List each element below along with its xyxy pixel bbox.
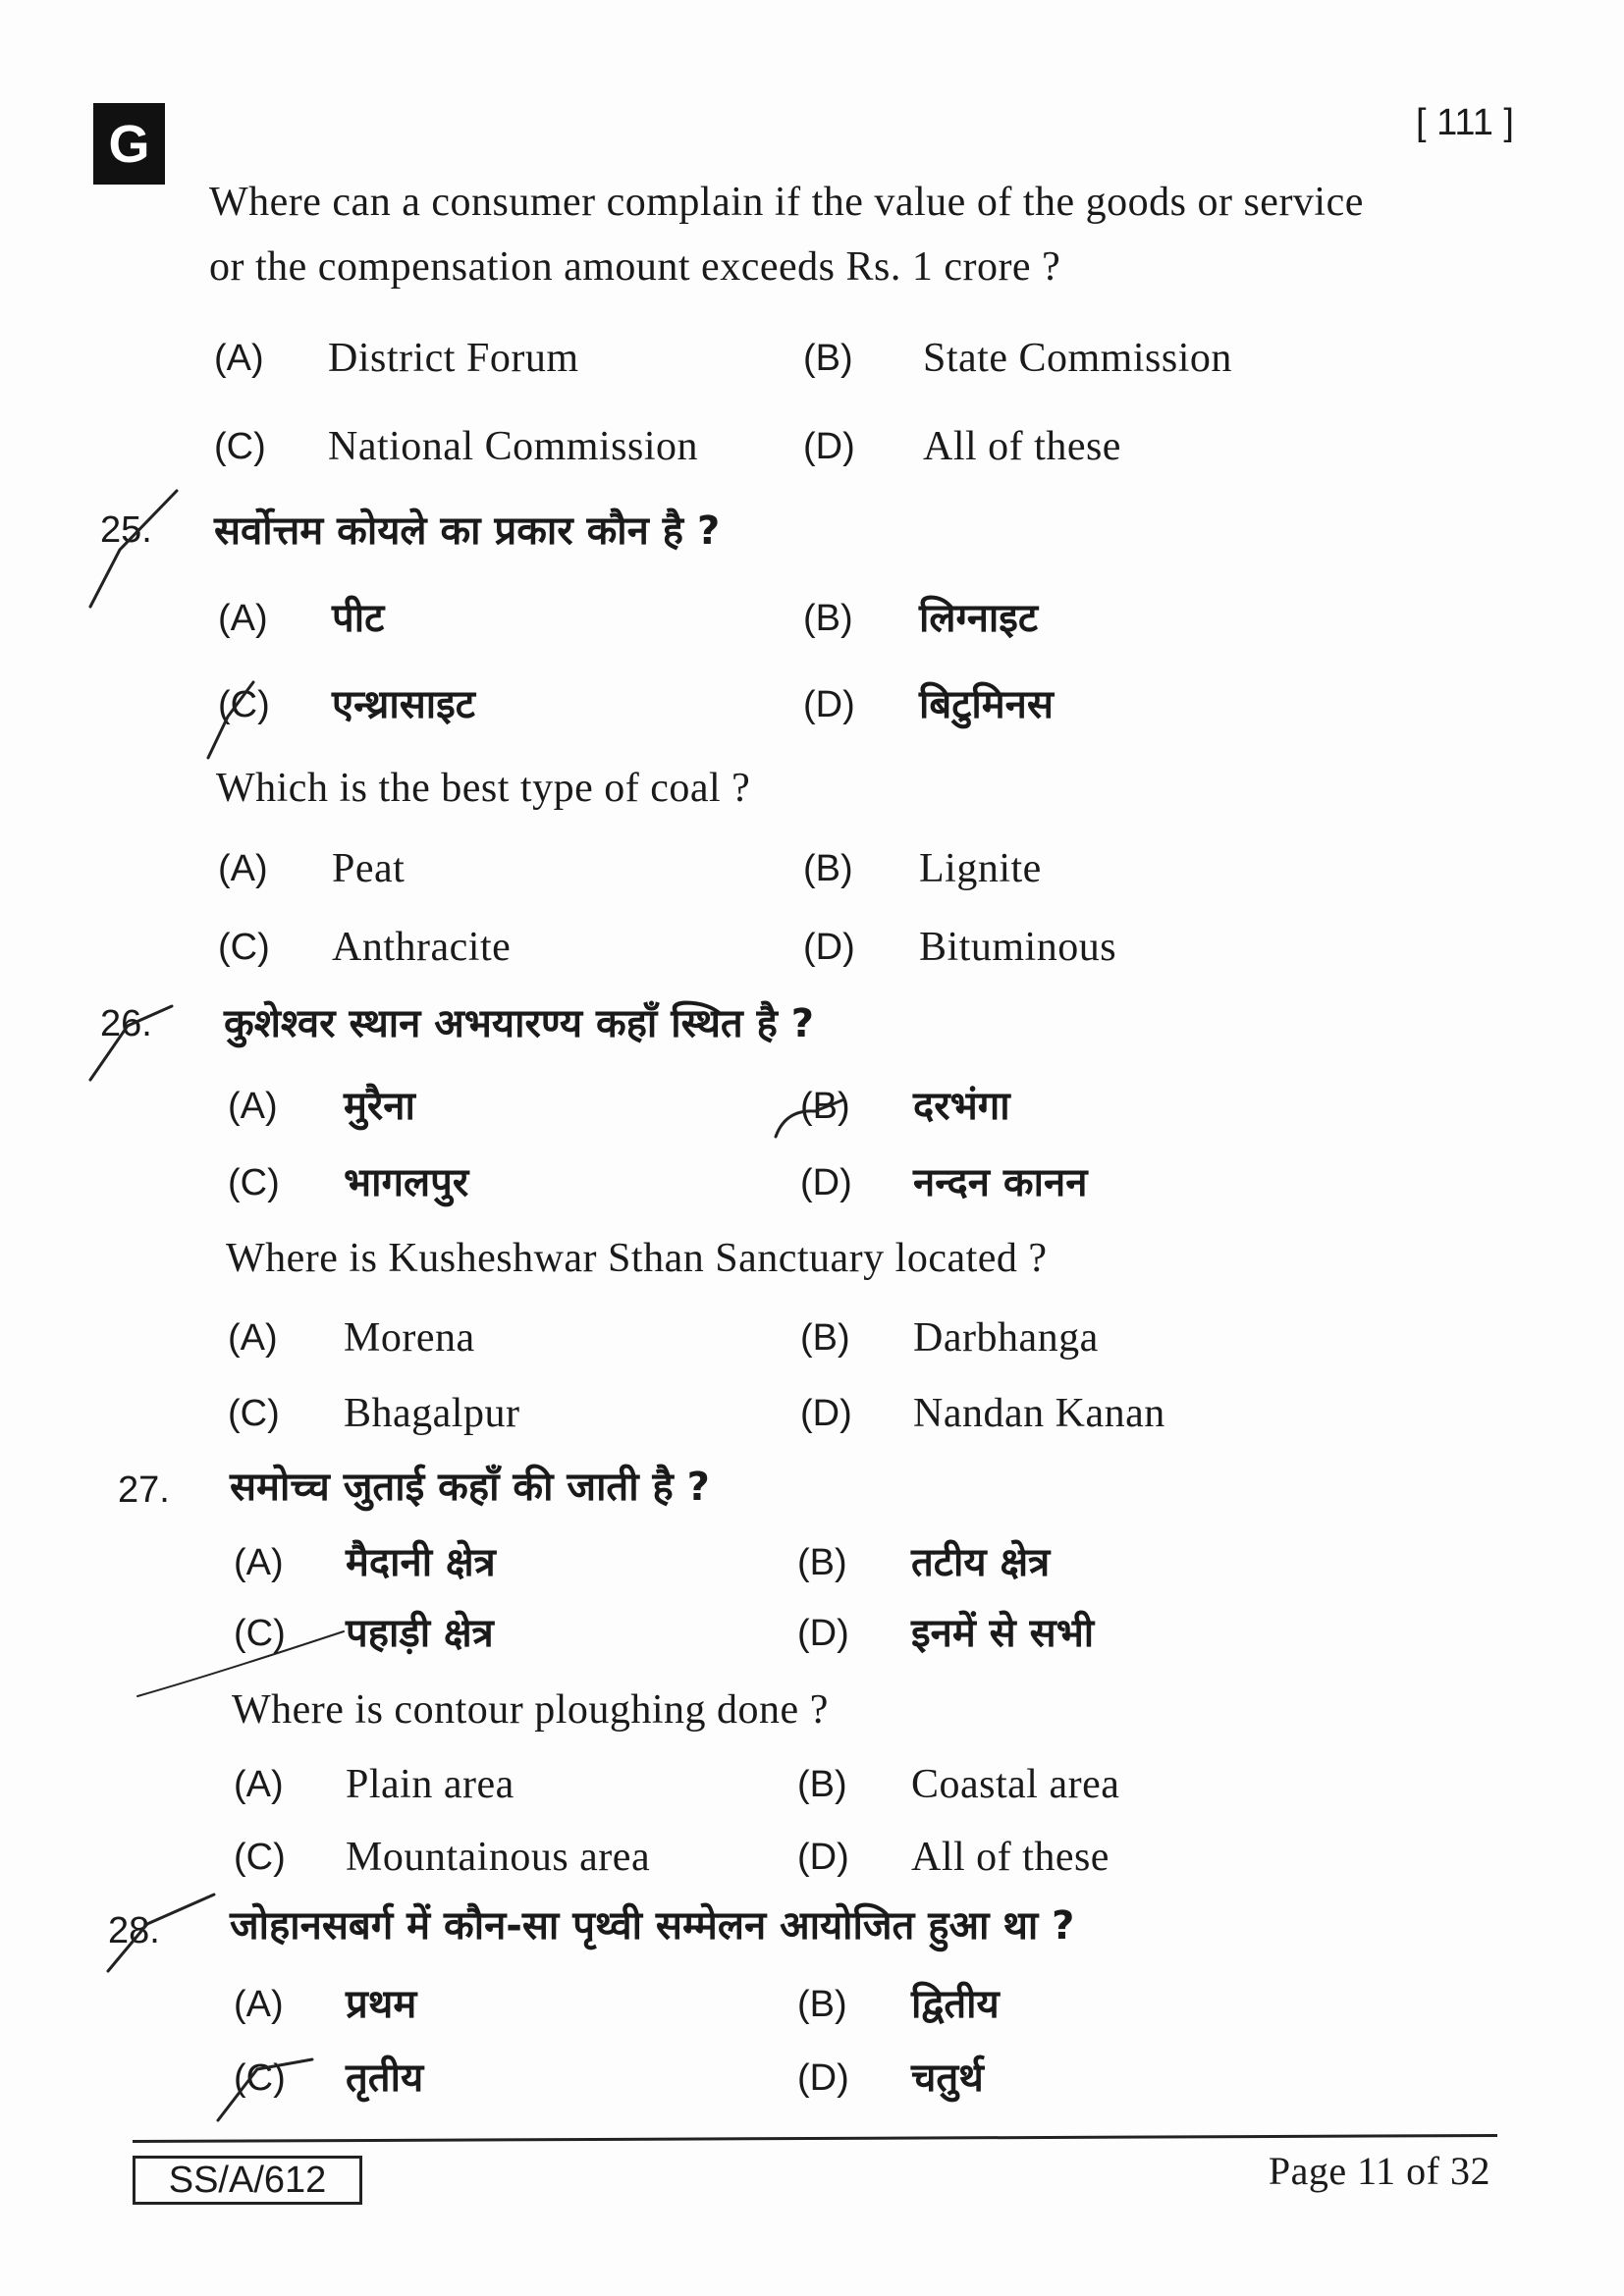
option-text: मुरैना [344, 1084, 415, 1129]
option-label: (A) [228, 1086, 278, 1127]
option-label: (B) [797, 1984, 847, 2025]
question-text-hindi: कुशेश्वर स्थान अभयारण्य कहाँ स्थित है ? [224, 1001, 814, 1046]
set-letter-badge: G [93, 103, 165, 185]
page-marker: [ 111 ] [1416, 102, 1514, 143]
question-text-english: Where is contour ploughing done ? [232, 1687, 829, 1733]
option-label: (D) [803, 426, 855, 467]
option-text: भागलपुर [344, 1160, 469, 1205]
option-text: Lignite [919, 846, 1042, 891]
option-label: (C) [228, 1162, 280, 1203]
option-text: Bituminous [919, 925, 1117, 970]
option-text: दरभंगा [913, 1084, 1010, 1129]
tick-mark-q25 [90, 491, 177, 607]
option-text: Coastal area [911, 1762, 1120, 1807]
option-label: (A) [218, 848, 268, 889]
option-label: (C) [218, 927, 270, 968]
page-info: Page 11 of 32 [1268, 2149, 1490, 2193]
option-text: नन्दन कानन [913, 1160, 1088, 1205]
tick-mark-q28-c [218, 2059, 312, 2120]
option-label: (D) [797, 1613, 849, 1654]
option-label: (D) [800, 1162, 852, 1203]
option-text: पहाड़ी क्षेत्र [346, 1611, 494, 1656]
question-text: or the compensation amount exceeds Rs. 1 crore ? [209, 244, 1061, 290]
question-number: 28. [108, 1910, 160, 1951]
option-label: (C) [214, 426, 266, 467]
option-text: द्वितीय [911, 1982, 1000, 2027]
option-label: (C) [218, 684, 270, 725]
option-label: (A) [214, 338, 264, 379]
option-text: प्रथम [346, 1982, 417, 2027]
option-label: (D) [803, 684, 855, 725]
option-label: (B) [803, 848, 853, 889]
option-text: Morena [344, 1315, 475, 1361]
option-label: (A) [234, 1542, 284, 1583]
option-text: एन्थ्रासाइट [332, 682, 475, 727]
option-text: पीट [332, 596, 385, 641]
tick-mark-q25-c [208, 682, 253, 758]
question-text-hindi: जोहानसबर्ग में कौन-सा पृथ्वी सम्मेलन आयोजित हुआ था ? [230, 1903, 1075, 1949]
option-text: लिग्नाइट [919, 596, 1039, 641]
option-text: Bhagalpur [344, 1391, 520, 1436]
option-label: (A) [228, 1317, 278, 1359]
option-label: (D) [803, 927, 855, 968]
option-text: All of these [911, 1835, 1110, 1880]
option-text: Anthracite [332, 925, 512, 970]
option-label: (C) [234, 1613, 286, 1654]
option-label: (A) [218, 598, 268, 639]
option-text: District Forum [328, 336, 579, 381]
question-text-english: Which is the best type of coal ? [216, 766, 751, 811]
option-text: बिटुमिनस [919, 682, 1054, 727]
paper-code: SS/A/612 [133, 2156, 362, 2205]
question-text-english: Where is Kusheshwar Sthan Sanctuary located ? [226, 1236, 1048, 1281]
option-text: Nandan Kanan [913, 1391, 1165, 1436]
option-label: (C) [228, 1393, 280, 1434]
option-label: (B) [800, 1317, 850, 1359]
option-text: इनमें से सभी [911, 1611, 1095, 1656]
option-label: (D) [797, 1837, 849, 1878]
tick-mark-q28 [108, 1895, 214, 1971]
option-text: Plain area [346, 1762, 514, 1807]
option-text: Peat [332, 846, 406, 891]
option-label: (A) [234, 1764, 284, 1805]
option-label: (B) [803, 598, 853, 639]
option-label: (D) [800, 1393, 852, 1434]
question-text-hindi: समोच्च जुताई कहाँ की जाती है ? [230, 1465, 710, 1510]
option-label: (B) [797, 1542, 847, 1583]
question-number: 27. [118, 1469, 170, 1511]
option-label: (C) [234, 1837, 286, 1878]
option-label: (C) [234, 2057, 286, 2099]
option-text: National Commission [328, 424, 698, 469]
option-text: All of these [923, 424, 1121, 469]
question-number: 26. [100, 1003, 152, 1044]
option-text: तृतीय [346, 2056, 424, 2101]
option-label: (D) [797, 2057, 849, 2099]
option-text: Mountainous area [346, 1835, 651, 1880]
option-label: (B) [803, 338, 853, 379]
option-text: Darbhanga [913, 1315, 1099, 1361]
question-number: 25. [100, 509, 152, 551]
option-label: (A) [234, 1984, 284, 2025]
tick-mark-q26 [90, 1003, 172, 1080]
option-text: मैदानी क्षेत्र [346, 1540, 496, 1585]
option-text: तटीय क्षेत्र [911, 1540, 1051, 1585]
option-text: चतुर्थ [911, 2056, 984, 2101]
tick-mark-q27-c [137, 1631, 344, 1696]
tick-mark-q26-b [776, 1099, 844, 1137]
option-label: (B) [800, 1086, 850, 1127]
option-label: (B) [797, 1764, 847, 1805]
question-text: Where can a consumer complain if the value of the goods or service [209, 180, 1364, 225]
option-text: State Commission [923, 336, 1232, 381]
question-text-hindi: सर्वोत्तम कोयले का प्रकार कौन है ? [214, 508, 721, 554]
